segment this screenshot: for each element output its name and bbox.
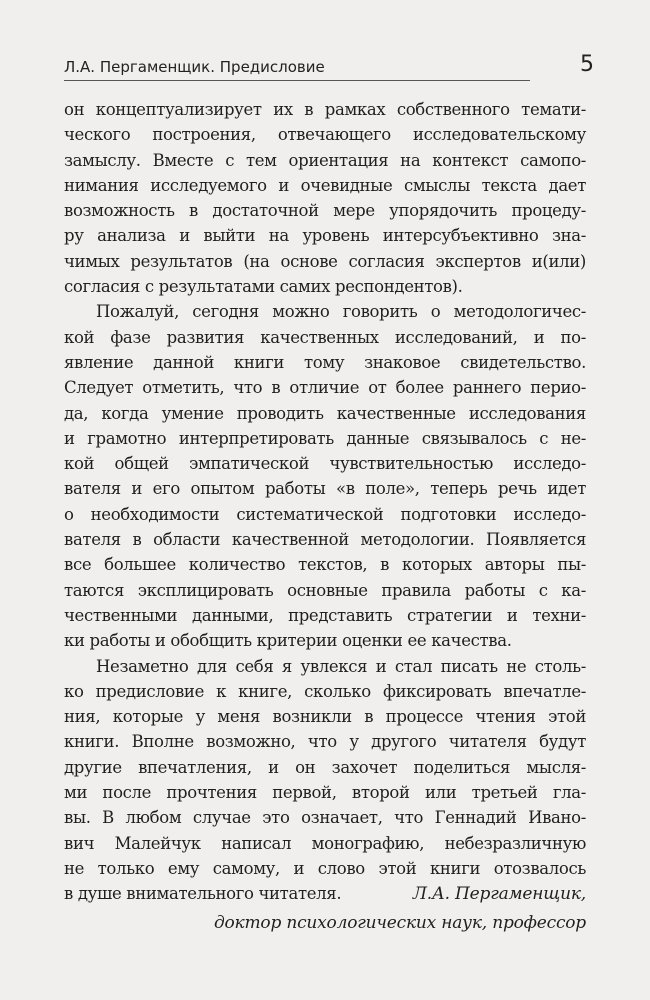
text-line: Следует отметить, что в отличие от более раннего перио- — [64, 378, 586, 398]
paragraph-3 — [64, 654, 586, 907]
signature-name: Л.А. Пергаменщик, — [412, 884, 586, 904]
text-line: вателя в области качественной методологии. Появляется — [64, 530, 586, 550]
text-line: вы. В любом случае это означает, что Геннадий Ивано- — [64, 808, 586, 828]
text-line: книги. Вполне возможно, что у другого читателя будут — [64, 732, 586, 752]
text-line: таются эксплицировать основные правила работы с ка- — [64, 580, 586, 600]
page-header — [64, 52, 594, 82]
text-line: замыслу. Вместе с тем ориентация на контекст самопо- — [64, 150, 586, 170]
body-text — [64, 97, 586, 907]
text-line: Пожалуй, сегодня можно говорить о методологичес- — [96, 302, 586, 322]
text-line: согласия с результатами самих респондентов). — [64, 277, 463, 297]
text-line: вич Малейчук написал монографию, небезразличную — [64, 833, 586, 853]
paragraph-2 — [64, 299, 586, 653]
text-line: все большее количество текстов, в которых авторы пы- — [64, 555, 586, 575]
text-line: вателя и его опытом работы «в поле», теперь речь идет — [64, 479, 586, 499]
text-line: кой фазе развития качественных исследований, и по- — [64, 327, 586, 347]
text-line: ко предисловие к книге, сколько фиксировать впечатле- — [64, 681, 586, 701]
text-line: да, когда умение проводить качественные исследования — [64, 403, 586, 423]
text-line: явление данной книги тому знаковое свидетельство. — [64, 352, 586, 372]
text-line: возможность в достаточной мере упорядочить процеду- — [64, 201, 586, 221]
text-line: и грамотно интерпретировать данные связывалось с не- — [64, 428, 586, 448]
text-line: он концептуализирует их в рамках собственного темати- — [64, 100, 586, 119]
running-title: Л.А. Пергаменщик. Предисловие — [64, 58, 325, 76]
text-line: не только ему самому, и слово этой книги отозвалось — [64, 858, 586, 878]
text-line: ческого построения, отвечающего исследовательскому — [64, 125, 586, 145]
text-line: ру анализа и выйти на уровень интерсубъективно зна- — [64, 226, 586, 246]
text-line: Незаметно для себя я увлекся и стал писать не столь- — [96, 656, 586, 676]
signature-title: доктор психологических наук, профессор — [213, 913, 586, 933]
text-line: другие впечатления, и он захочет поделиться мысля- — [64, 757, 586, 777]
page-number: 5 — [580, 52, 594, 77]
text-line: ки работы и обобщить критерии оценки ее качества. — [64, 631, 512, 651]
text-line: о необходимости систематической подготовки исследо- — [64, 504, 586, 524]
text-line: ния, которые у меня возникли в процессе чтения этой — [64, 707, 586, 727]
paragraph-1 — [64, 97, 586, 299]
header-rule — [64, 80, 530, 81]
text-line: в душе внимательного читателя. — [64, 884, 342, 904]
text-line: кой общей эмпатической чувствительностью исследо- — [64, 454, 586, 474]
signature-block — [214, 880, 586, 938]
text-line: чественными данными, представить стратегии и техни- — [64, 605, 586, 625]
text-line: нимания исследуемого и очевидные смыслы текста дает — [64, 175, 586, 195]
text-line: чимых результатов (на основе согласия экспертов и(или) — [64, 251, 586, 271]
text-line: ми после прочтения первой, второй или третьей гла- — [64, 783, 586, 803]
